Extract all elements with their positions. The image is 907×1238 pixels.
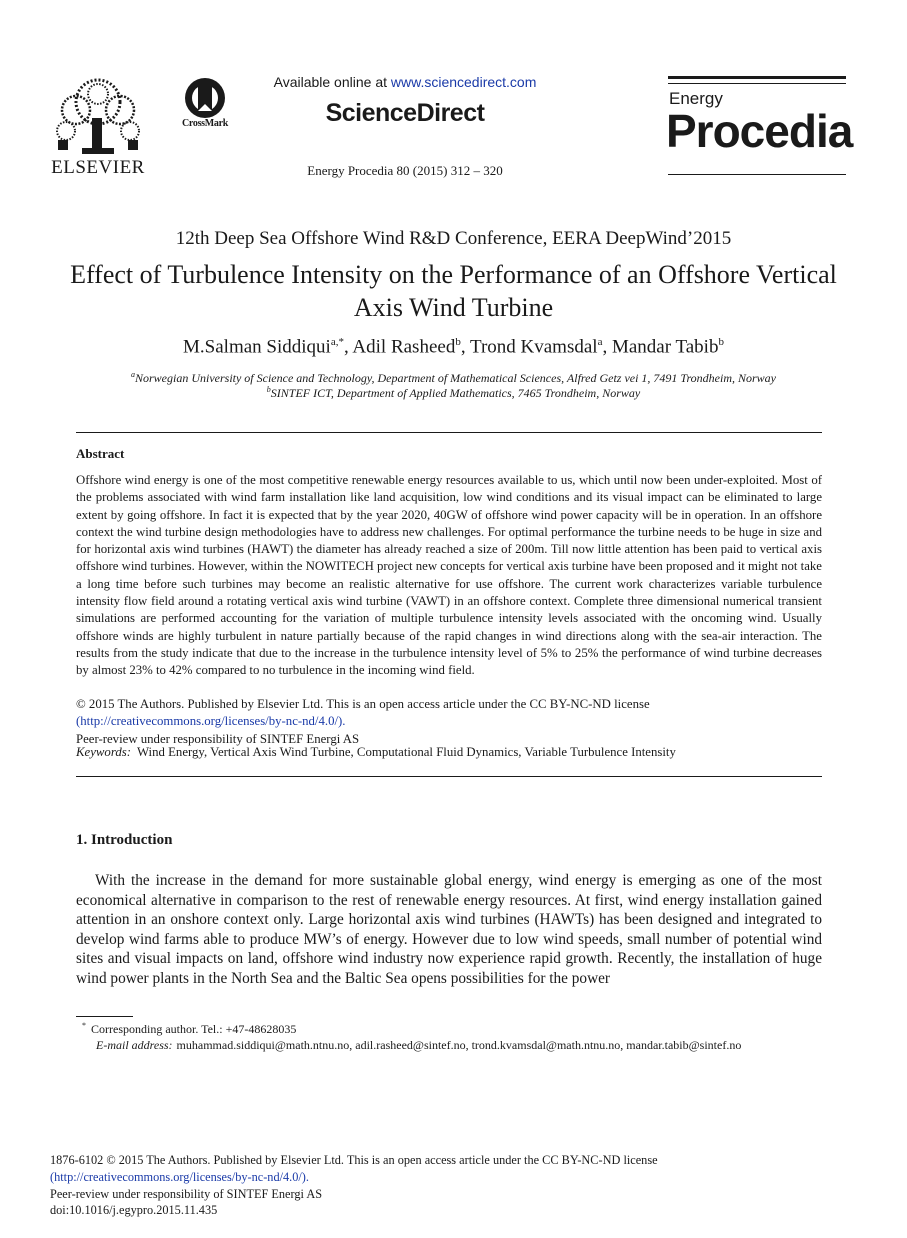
sciencedirect-link[interactable]: www.sciencedirect.com (390, 74, 537, 90)
affiliation-b (0, 385, 907, 401)
paper-title: Effect of Turbulence Intensity on the Performance of an Offshore Vertical Axis Wind Turbine (70, 260, 837, 322)
keywords-label: Keywords: (76, 745, 131, 759)
keywords-line (76, 745, 676, 760)
journal-rule (668, 83, 846, 84)
affiliation-text: Norwegian University of Science and Technology, Department of Mathematical Sciences, Alfred Getz vei 1, 7491 Trondheim, Norway (134, 371, 776, 385)
footnote-rule (76, 1016, 133, 1017)
affiliation-a (0, 370, 907, 386)
author-name: Adil Rasheed (352, 336, 456, 358)
license-link[interactable]: (http://creativecommons.org/licenses/by-nc-nd/4.0/). (76, 714, 346, 728)
author-separator: , (602, 336, 612, 358)
affiliation-text: SINTEF ICT, Department of Applied Mathematics, 7465 Trondheim, Norway (270, 386, 641, 400)
journal-name-small: Energy (669, 89, 723, 108)
footer-issn-license: 1876-6102 © 2015 The Authors. Published by Elsevier Ltd. This is an open access article under the CC BY-NC-ND license (50, 1153, 658, 1167)
footnote-corresponding-text: Corresponding author. Tel.: +47-48628035 (91, 1022, 297, 1036)
peer-review-line: Peer-review under responsibility of SINTEF Energi AS (76, 732, 360, 746)
author-affiliation-mark: b (455, 336, 461, 348)
abstract-bottom-rule (76, 776, 822, 777)
author-affiliation-mark: a,* (330, 336, 344, 348)
copyright-line: © 2015 The Authors. Published by Elsevier Ltd. This is an open access article under the CC BY-NC-ND license (76, 697, 650, 711)
author-name: Mandar Tabib (611, 336, 719, 358)
affiliation-mark: b (266, 385, 271, 394)
author-separator: , (343, 336, 353, 358)
email-label: E-mail address: (96, 1038, 173, 1052)
sciencedirect-logo: ScienceDirect (325, 99, 485, 127)
conference-name: 12th Deep Sea Offshore Wind R&D Conference, EERA DeepWind’2015 (175, 228, 732, 249)
footer-license-link[interactable]: (http://creativecommons.org/licenses/by-nc-nd/4.0/). (50, 1170, 309, 1184)
footer-peer-review: Peer-review under responsibility of SINTEF Energi AS (50, 1187, 323, 1201)
footnote-corresponding (82, 1021, 296, 1037)
author-name: Trond Kvamsdal (470, 336, 598, 358)
journal-name-big: Procedia (666, 105, 853, 157)
keywords-text: Wind Energy, Vertical Axis Wind Turbine, Computational Fluid Dynamics, Variable Turbulence Intensity (136, 745, 676, 759)
abstract-heading: Abstract (76, 446, 125, 461)
author-affiliation-mark: b (718, 336, 724, 348)
section-body: With the increase in the demand for more sustainable global energy, wind energy is emerging as one of the most economical alternative in comparison to the rest of renewable energy resources. At first, wind energy installation gained attention in an onshore context only. Large horizontal axis wind turbines (HAWTs) has been designed and integrated to develop wind farms able to produce MW’s of energy. However due to low wind speeds, small number of potential wind sites and visual impacts on land, offshore wind industry now experience rapid growth. Recently, the installation of huge wind power plants in the North Sea and the Baltic Sea opens possibilities for the power (76, 872, 822, 987)
elsevier-tree-logo (52, 76, 144, 156)
journal-rule (668, 174, 846, 175)
abstract-body: Offshore wind energy is one of the most competitive renewable energy resources available to us, which until now been under-exploited. Most of the problems associated with wind farm installation like land acquisition, low wind conditions and its visual impact can be eliminated to large extent by going offshore. In fact it is expected that by the year 2020, 40GW of offshore wind power capacity will be in operation. In an offshore context the wind turbine design methodologies have to address new challenges. For optimal performance the turbine needs to be huge in size and for horizontal axis wind turbines (HAWT) the diameter has already reached a size of 200m. Till now little attention has been paid to vertical axis offshore wind turbines. However, within the NOWITECH project new concepts for vertical axis turbine have been proposed and it might not take a long time before such turbines may become an realistic alternative for use offshore. The current work characterizes variable turbulence intensity flow field around a rotating vertical axis wind turbine (VAWT) in an offshore context. Complete three dimensional numerical transient simulations are performed accounting for the variation of multiple turbulence intensity levels associated with the oncoming wind. Usually offshore winds are highly turbulent in nature partially because of the rapid changes in wind directions along with the sea-air interaction. The results from the study indicate that due to the increase in the turbulence intensity level of 5% to 25% the performance of wind turbine decreases by almost 23% to 42% compared to no turbulence in the incoming wind field. (76, 473, 822, 678)
elsevier-wordmark: ELSEVIER (51, 157, 145, 178)
footer-doi[interactable]: doi:10.1016/j.egypro.2015.11.435 (50, 1203, 218, 1217)
affiliation-mark: a (130, 370, 135, 379)
section-heading: 1. Introduction (76, 832, 173, 848)
crossmark-label: CrossMark (181, 118, 228, 129)
author-separator: , (460, 336, 470, 358)
journal-reference: Energy Procedia 80 (2015) 312 – 320 (307, 163, 503, 178)
footnote-mark: * (82, 1021, 86, 1030)
author-name: M.Salman Siddiqui (183, 336, 331, 358)
availability-prefix: Available online at (273, 74, 391, 90)
email-addresses: muhammad.siddiqui@math.ntnu.no, adil.rasheed@sintef.no, trond.kvamsdal@math.ntnu.no, mandar.tabib@sintef.no (176, 1038, 742, 1052)
author-affiliation-mark: a (597, 336, 603, 348)
journal-rule (668, 76, 846, 79)
author-list (0, 336, 907, 358)
footnote-email (96, 1038, 741, 1053)
abstract-top-rule (76, 432, 822, 433)
availability-line (230, 74, 580, 90)
